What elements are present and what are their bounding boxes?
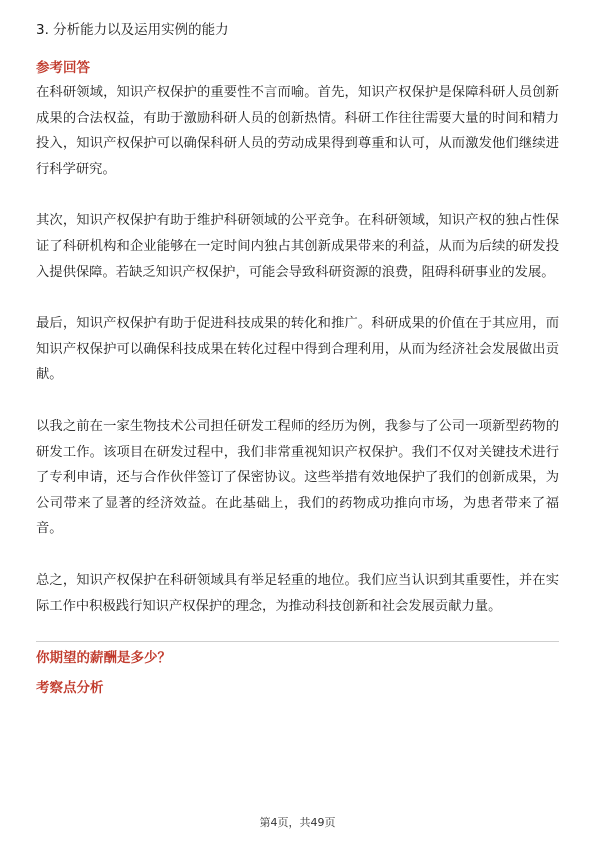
question-title: 3. 分析能力以及运用实例的能力 <box>36 22 229 38</box>
answer-paragraph-2: 其次，知识产权保护有助于维护科研领域的公平竞争。在科研领域，知识产权的独占性保证了科研机构和企业能够在一定时间内独占其创新成果带来的利益，从而为后续的研发投入提供保障。若缺乏知识产权保护，可能会导致科研资源的浪费，阻碍科研事业的发展。 <box>36 213 559 280</box>
next-question-title: 你期望的薪酬是多少？ <box>36 650 171 667</box>
document-page <box>36 20 559 698</box>
answer-paragraph-4: 以我之前在一家生物技术公司担任研发工程师的经历为例，我参与了公司一项新型药物的研发工作。该项目在研发过程中，我们非常重视知识产权保护。我们不仅对关键技术进行了专利申请，还与合作伙伴签订了保密协议。这些举措有效地保护了我们的创新成果，为公司带来了显著的经济效益。在此基础上，我们的药物成功推向市场，为患者带来了福音。 <box>36 418 559 537</box>
answer-label: 参考回答 <box>36 60 90 76</box>
answer-paragraph-3: 最后，知识产权保护有助于促进科技成果的转化和推广。科研成果的价值在于其应用，而知识产权保护可以确保科技成果在转化过程中得到合理利用，从而为经济社会发展做出贡献。 <box>36 316 559 383</box>
answer-paragraph-5: 总之，知识产权保护在科研领域具有举足轻重的地位。我们应当认识到其重要性，并在实际工作中积极践行知识产权保护的理念，为推动科技创新和社会发展贡献力量。 <box>36 572 559 614</box>
page-indicator: 第4页，共49页 <box>259 816 336 829</box>
answer-paragraph-1: 在科研领域，知识产权保护的重要性不言而喻。首先，知识产权保护是保障科研人员创新成果的合法权益，有助于激励科研人员的创新热情。科研工作往往需要大量的时间和精力投入，知识产权保护可以确保科研人员的劳动成果得到尊重和认可，从而激发他们继续进行科学研究。 <box>36 85 559 177</box>
section-divider <box>36 641 559 642</box>
next-section-label: 考察点分析 <box>36 680 104 697</box>
